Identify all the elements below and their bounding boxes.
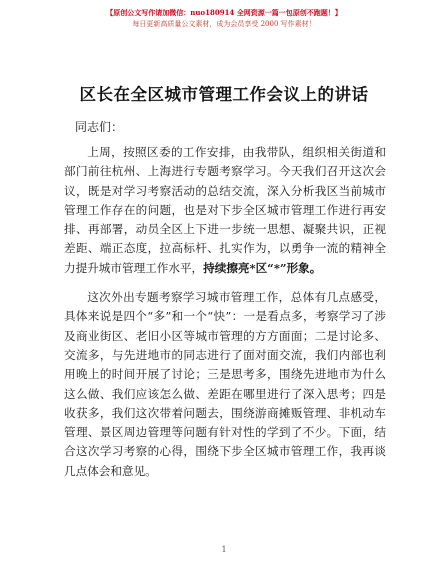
paragraph-1-text: 上周，按照区委的工作安排，由我带队，组织相关街道和部门前往杭州、上海进行专题考察学习。今天我们召开这次会议，既是对学习考察活动的总结交流，深入分析我区当前城市管理工作存在的问题，也是对下步全区城市管理工作进行再安排、再部署，动员全区上下进一步统一思想、凝聚共识，正视差距、端正态度，拉高标杆、扎实作为，以勇争一流的精神全力提升城市管理工作水平， <box>64 145 386 275</box>
paragraph-1-emphasis: 持续擦亮*区“*”形象。 <box>203 260 322 275</box>
page-number: 1 <box>221 545 227 554</box>
paragraph-2: 这次外出专题考察学习城市管理工作，总体有几点感受，具体来说是四个“多”和一个“快”：一是看点多，考察学习了涉及商业街区、老旧小区等城市管理的方方面面；二是讨论多、交流多，与先进地市的同志进行了面对面交流，我们内部也利用晚上的时间开展了讨论；三是思考多，围绕先进地市为什么这么做、我们应该怎么做、差距在哪里进行了深入思考；四是收获多，我们这次带着问题去，围绕游商摊贩管理、非机动车管理、景区周边管理等问题有针对性的学到了不少。下面，结合这次学习考察的心得，围绕下步全区城市管理工作，我再谈几点体会和意见。 <box>64 290 386 478</box>
document-title: 区长在全区城市管理工作会议上的讲话 <box>79 85 369 104</box>
salutation: 同志们： <box>75 120 124 134</box>
promo-banner-line2: 每日更新高质量公文素材，成为会员享受 2000 写作素材！ <box>132 20 316 28</box>
promo-banner <box>0 8 448 29</box>
promo-banner-line1: 【原创公文写作请加微信：nuo180914 全网资源一篇一包原创不跑题！】 <box>106 8 342 17</box>
document-body <box>64 143 386 491</box>
paragraph-1 <box>64 143 386 278</box>
